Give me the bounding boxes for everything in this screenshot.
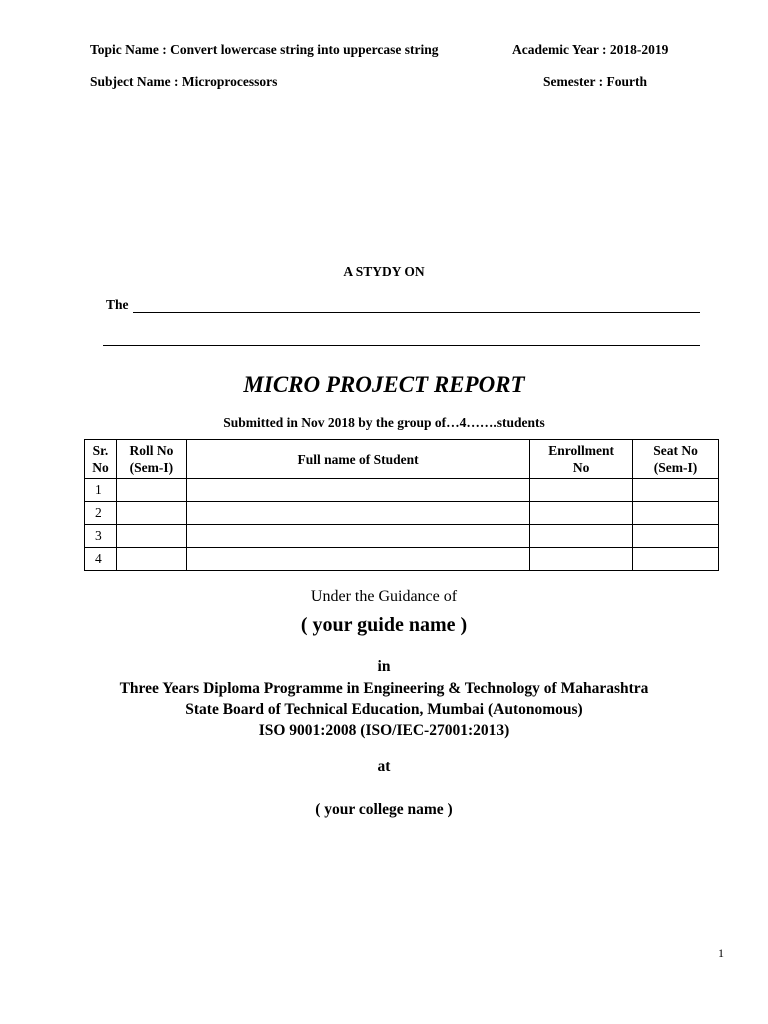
- board-line: State Board of Technical Education, Mumbai (Autonomous): [185, 701, 583, 718]
- roll-cell[interactable]: [116, 525, 186, 548]
- guidance-label: Under the Guidance of: [310, 588, 458, 605]
- seat-cell[interactable]: [633, 525, 719, 548]
- sr-cell: 4: [85, 548, 117, 571]
- study-heading: A STYDY ON: [343, 264, 425, 279]
- enroll-cell[interactable]: [530, 548, 633, 571]
- report-title: MICRO PROJECT REPORT: [243, 372, 525, 397]
- name-cell[interactable]: [186, 525, 529, 548]
- roll-cell[interactable]: [116, 502, 186, 525]
- submitted-line: Submitted in Nov 2018 by the group of…4…….students: [223, 415, 545, 430]
- guide-name: ( your guide name ): [300, 614, 468, 636]
- blank-line-2: [103, 345, 700, 346]
- table-header-row: [85, 440, 719, 479]
- name-cell[interactable]: [186, 479, 529, 502]
- sr-cell: 1: [85, 479, 117, 502]
- roll-cell[interactable]: [116, 479, 186, 502]
- subject-name: Subject Name : Microprocessors: [90, 74, 278, 89]
- col-enrollment: Enrollment No: [530, 440, 633, 479]
- semester: Semester : Fourth: [543, 74, 647, 89]
- col-seat-no: Seat No (Sem-I): [633, 440, 719, 479]
- col-sr-no: Sr. No: [85, 440, 117, 479]
- table-row: [85, 479, 719, 502]
- table-row: [85, 502, 719, 525]
- enroll-cell[interactable]: [530, 479, 633, 502]
- the-label: The: [106, 297, 129, 312]
- name-cell[interactable]: [186, 548, 529, 571]
- iso-line: ISO 9001:2008 (ISO/IEC-27001:2013): [258, 722, 510, 739]
- col-roll-no: Roll No (Sem-I): [116, 440, 186, 479]
- in-label: in: [377, 658, 391, 675]
- academic-year: Academic Year : 2018-2019: [512, 42, 669, 57]
- blank-line-1: [133, 312, 700, 313]
- programme-line: Three Years Diploma Programme in Engineering & Technology of Maharashtra: [119, 680, 649, 697]
- topic-name: Topic Name : Convert lowercase string into uppercase string: [90, 42, 439, 57]
- sr-cell: 3: [85, 525, 117, 548]
- college-name: ( your college name ): [315, 801, 453, 818]
- enroll-cell[interactable]: [530, 525, 633, 548]
- table-row: [85, 525, 719, 548]
- roll-cell[interactable]: [116, 548, 186, 571]
- name-cell[interactable]: [186, 502, 529, 525]
- seat-cell[interactable]: [633, 479, 719, 502]
- seat-cell[interactable]: [633, 548, 719, 571]
- at-label: at: [377, 758, 391, 775]
- enroll-cell[interactable]: [530, 502, 633, 525]
- sr-cell: 2: [85, 502, 117, 525]
- page-number: 1: [718, 946, 724, 960]
- col-full-name: Full name of Student: [186, 440, 529, 479]
- table-row: [85, 548, 719, 571]
- seat-cell[interactable]: [633, 502, 719, 525]
- students-table: [84, 439, 719, 571]
